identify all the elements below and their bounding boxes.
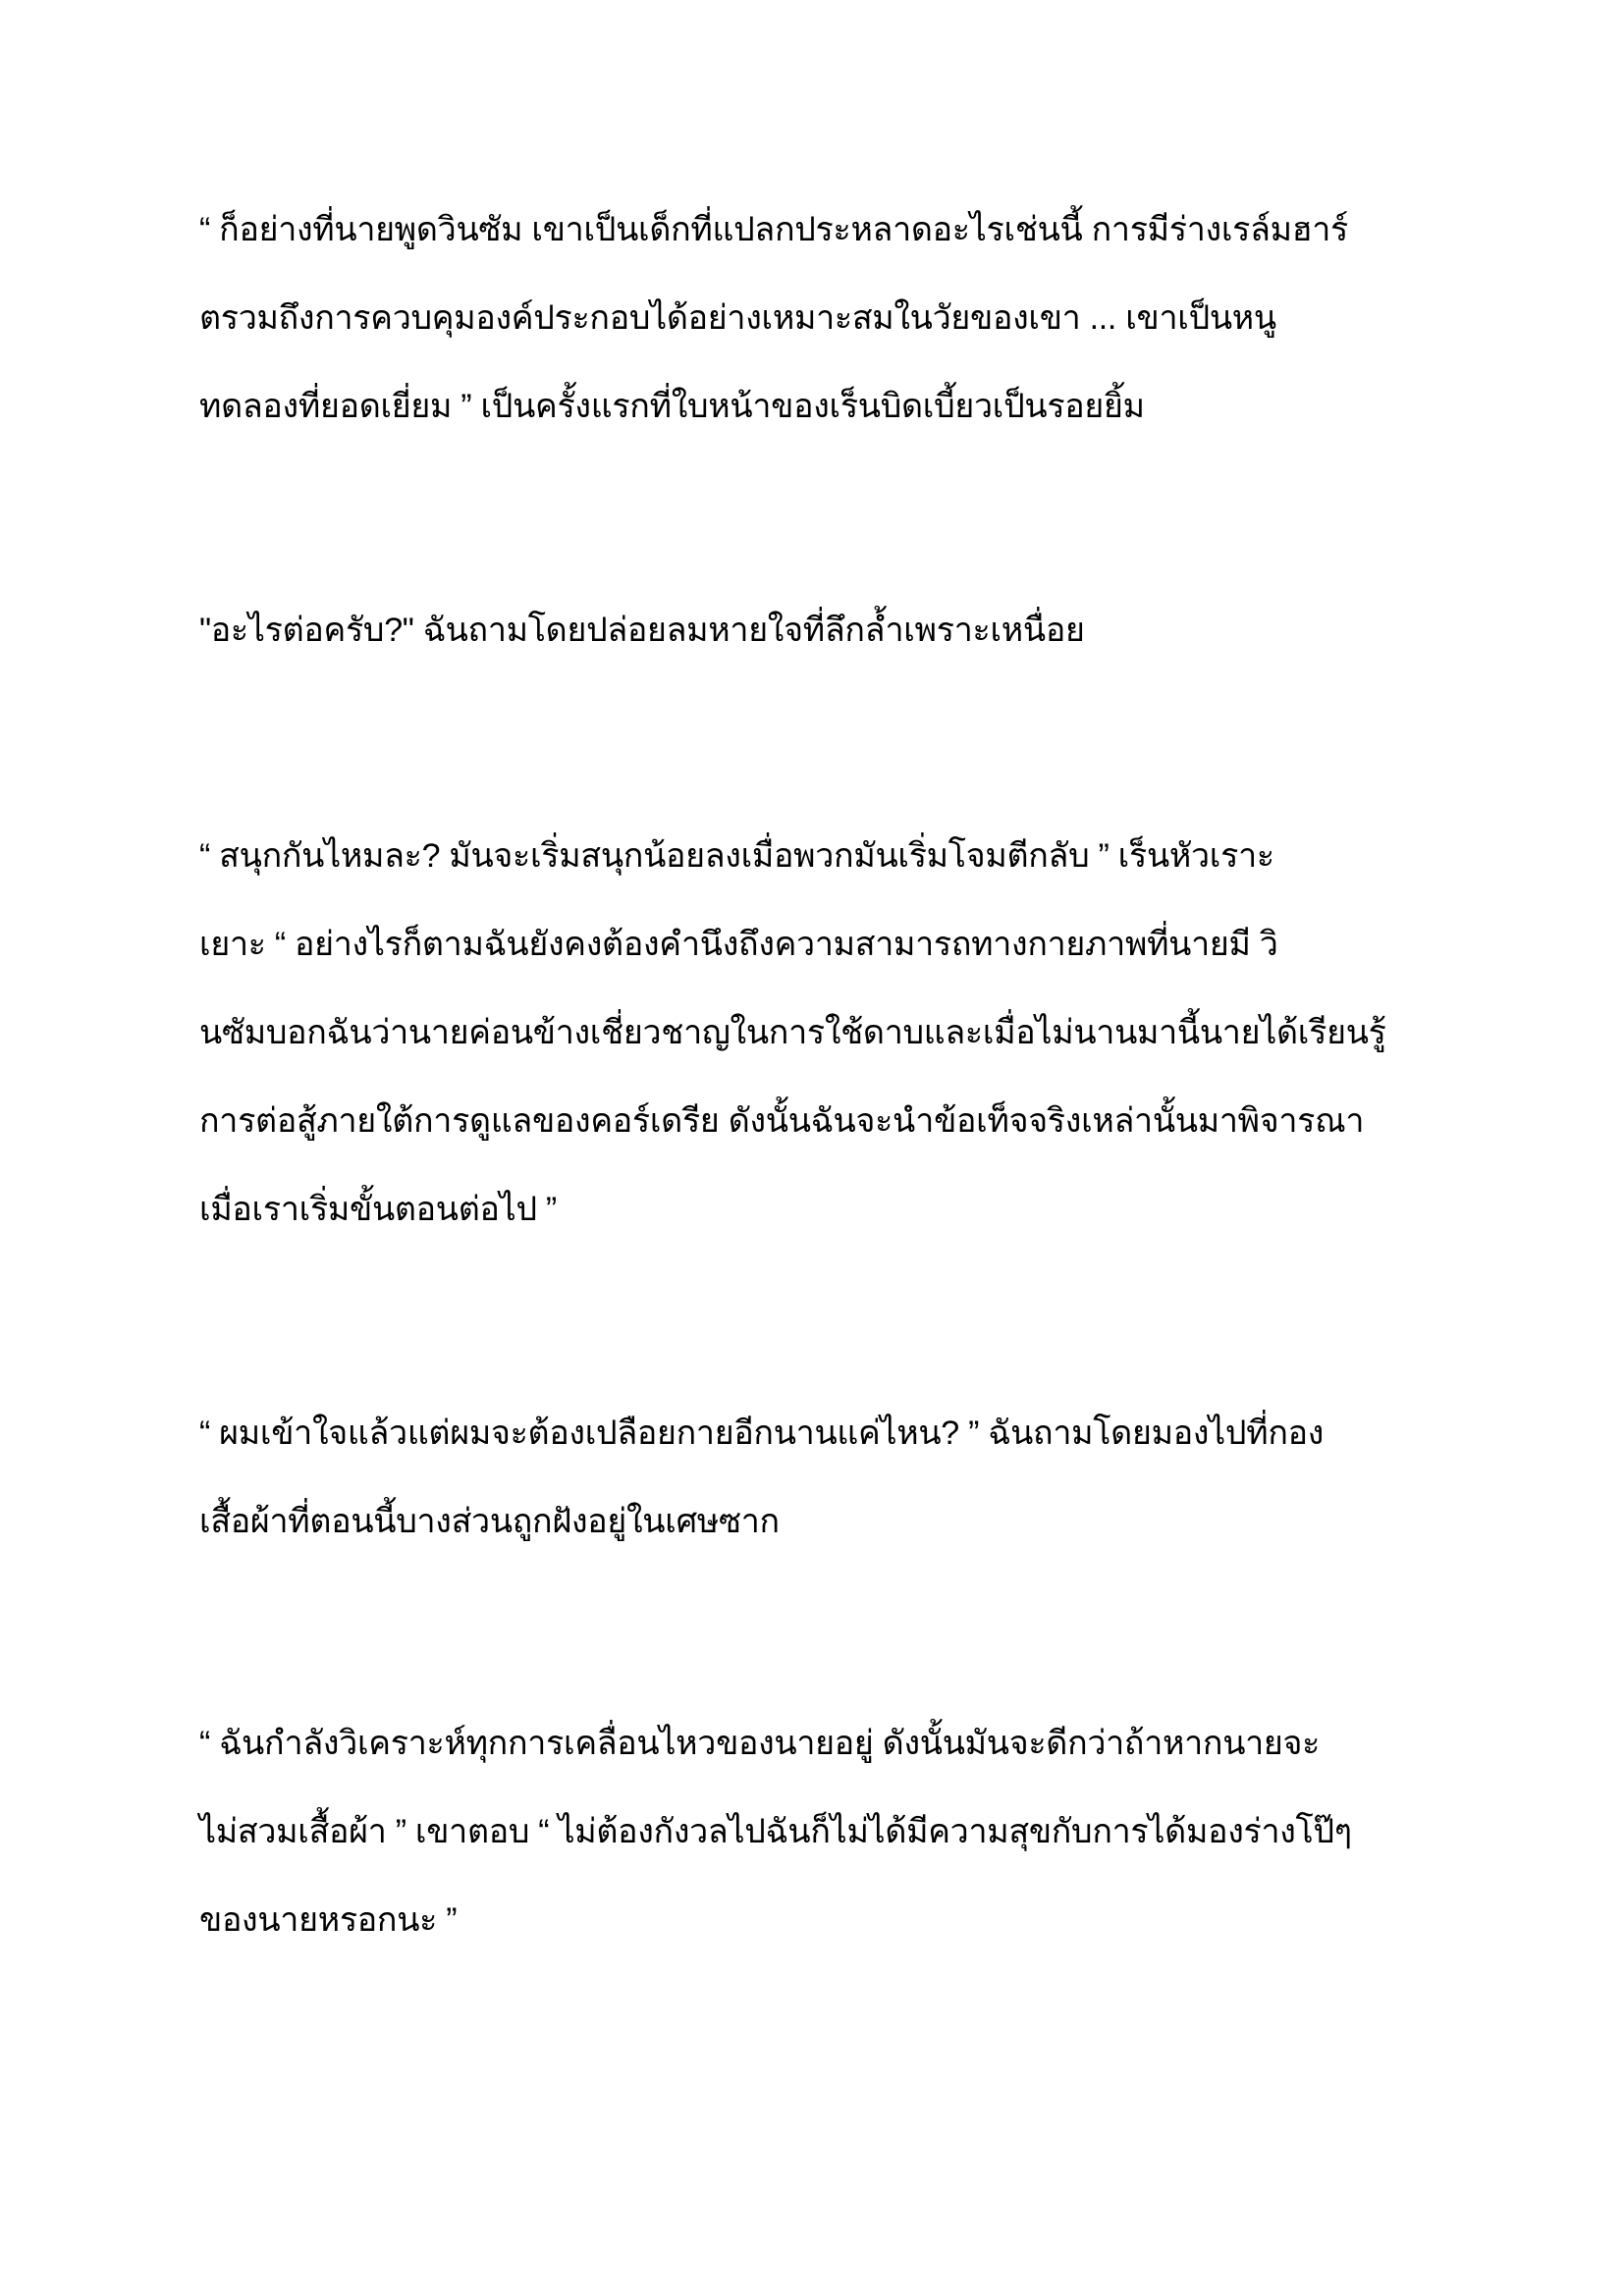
text-line: “ สนุกกันไหมละ? มันจะเริ่มสนุกน้อยลงเมื่อพวกมันเริ่มโจมตีกลับ ” เร็นหัวเราะ [199,837,1274,875]
text-line: ไม่สวมเสื้อผ้า ” เขาตอบ “ ไม่ต้องกังวลไปฉันก็ไม่ได้มีความสุขกับการได้มองร่างโป๊ๆ [199,1813,1352,1850]
text-line: "อะไรต่อครับ?" ฉันถามโดยปล่อยลมหายใจที่ลึกล้ำเพราะเหนื่อย [199,612,1085,649]
text-line: ทดลองที่ยอดเยี่ยม ” เป็นครั้งแรกที่ใบหน้าของเร็นบิดเบี้ยวเป็นรอยยิ้ม [199,388,1145,425]
paragraph-3 [199,827,1456,1268]
text-line: “ ฉันกำลังวิเคราะห์ทุกการเคลื่อนไหวของนายอยู่ ดังนั้นมันจะดีกว่าถ้าหากนายจะ [199,1725,1321,1762]
paragraph-1 [199,200,1456,465]
paragraph-2 [199,601,1456,689]
paragraph-4 [199,1404,1456,1580]
text-line: เสื้อผ้าที่ตอนนี้บางส่วนถูกฝังอยู่ในเศษซาก [199,1503,780,1540]
paragraph-5 [199,1714,1456,1979]
text-line: ของนายหรอกนะ ” [199,1901,458,1939]
text-line: นซัมบอกฉันว่านายค่อนข้างเชี่ยวชาญในการใช้ดาบและเมื่อไม่นานมานี้นายได้เรียนรู้ [199,1014,1386,1051]
text-line: ตรวมถึงการควบคุมองค์ประกอบได้อย่างเหมาะสมในวัยของเขา ... เขาเป็นหนู [199,299,1276,337]
text-line: เมื่อเราเริ่มขั้นตอนต่อไป ” [199,1191,557,1228]
text-line: การต่อสู้ภายใต้การดูแลของคอร์เดรีย ดังนั้นฉันจะนำข้อเท็จจริงเหล่านั้นมาพิจารณา [199,1102,1365,1140]
text-line: เยาะ “ อย่างไรก็ตามฉันยังคงต้องคำนึงถึงความสามารถทางกายภาพที่นายมี วิ [199,926,1278,963]
text-line: “ ก็อย่างที่นายพูดวินซัม เขาเป็นเด็กที่แปลกประหลาดอะไรเช่นนี้ การมีร่างเรล์มฮาร์ [199,211,1348,248]
text-line: “ ผมเข้าใจแล้วแต่ผมจะต้องเปลือยกายอีกนานแค่ไหน? ” ฉันถามโดยมองไปที่กอง [199,1415,1325,1452]
